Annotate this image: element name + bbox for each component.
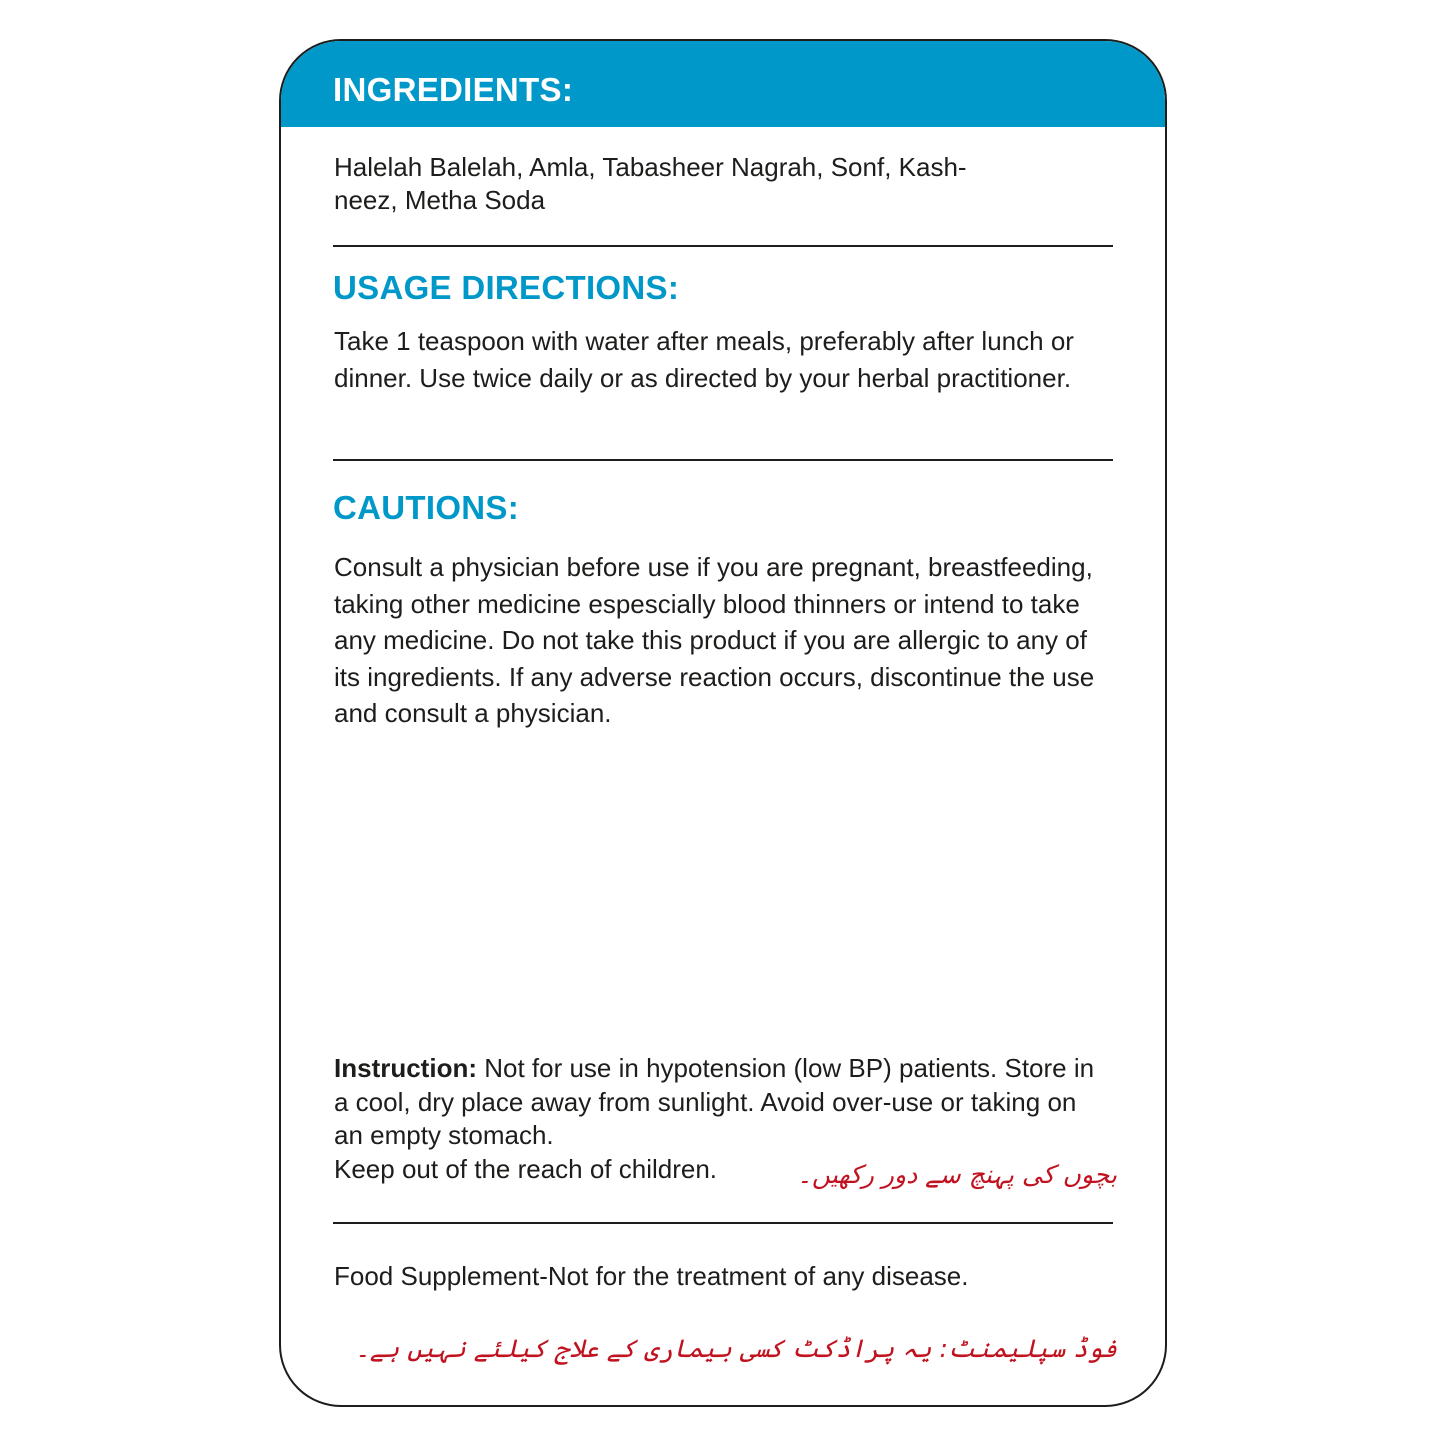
ingredients-header-band <box>281 41 1165 127</box>
cautions-text: Consult a physician before use if you are pregnant, breastfeeding, taking other medicine espescially blood thinners or intend to take any medicine. Do not take this product if you are allergic to any of its ingredients. If any adverse reaction occurs, discontinue the use and consult a physician. <box>334 552 1095 728</box>
instruction-label: Instruction: <box>334 1053 477 1083</box>
children-warning: Keep out of the reach of children. <box>334 1153 718 1184</box>
product-label-card <box>279 39 1167 1407</box>
ingredients-line-1: Halelah Balelah, Amla, Tabasheer Nagrah, Sonf, Kash- <box>334 152 967 182</box>
ingredients-text <box>334 151 1104 217</box>
divider <box>333 1222 1113 1224</box>
cautions-title: CAUTIONS: <box>333 489 520 526</box>
food-supplement-disclaimer-urdu: فوڈ سپلیمنٹ: یہ پراڈکٹ کسی بیماری کے علاج کیلئے نہیں ہے۔ <box>355 1334 1117 1363</box>
instruction-body: Not for use in hypotension (low BP) patients. Store in a cool, dry place away from sunlight. Avoid over-use or taking on an empty stomach. <box>334 1053 1095 1150</box>
divider <box>333 245 1113 247</box>
food-supplement-disclaimer: Food Supplement-Not for the treatment of any disease. <box>334 1261 969 1291</box>
children-warning-urdu: بچوں کی پہنچ سے دور رکھیں۔ <box>797 1160 1117 1189</box>
ingredients-title: INGREDIENTS: <box>333 71 574 108</box>
usage-directions-text: Take 1 teaspoon with water after meals, preferably after lunch or dinner. Use twice daily or as directed by your herbal practitioner. <box>334 326 1074 393</box>
divider <box>333 459 1113 461</box>
ingredients-line-2: neez, Metha Soda <box>334 185 546 215</box>
usage-directions-title: USAGE DIRECTIONS: <box>333 269 680 306</box>
